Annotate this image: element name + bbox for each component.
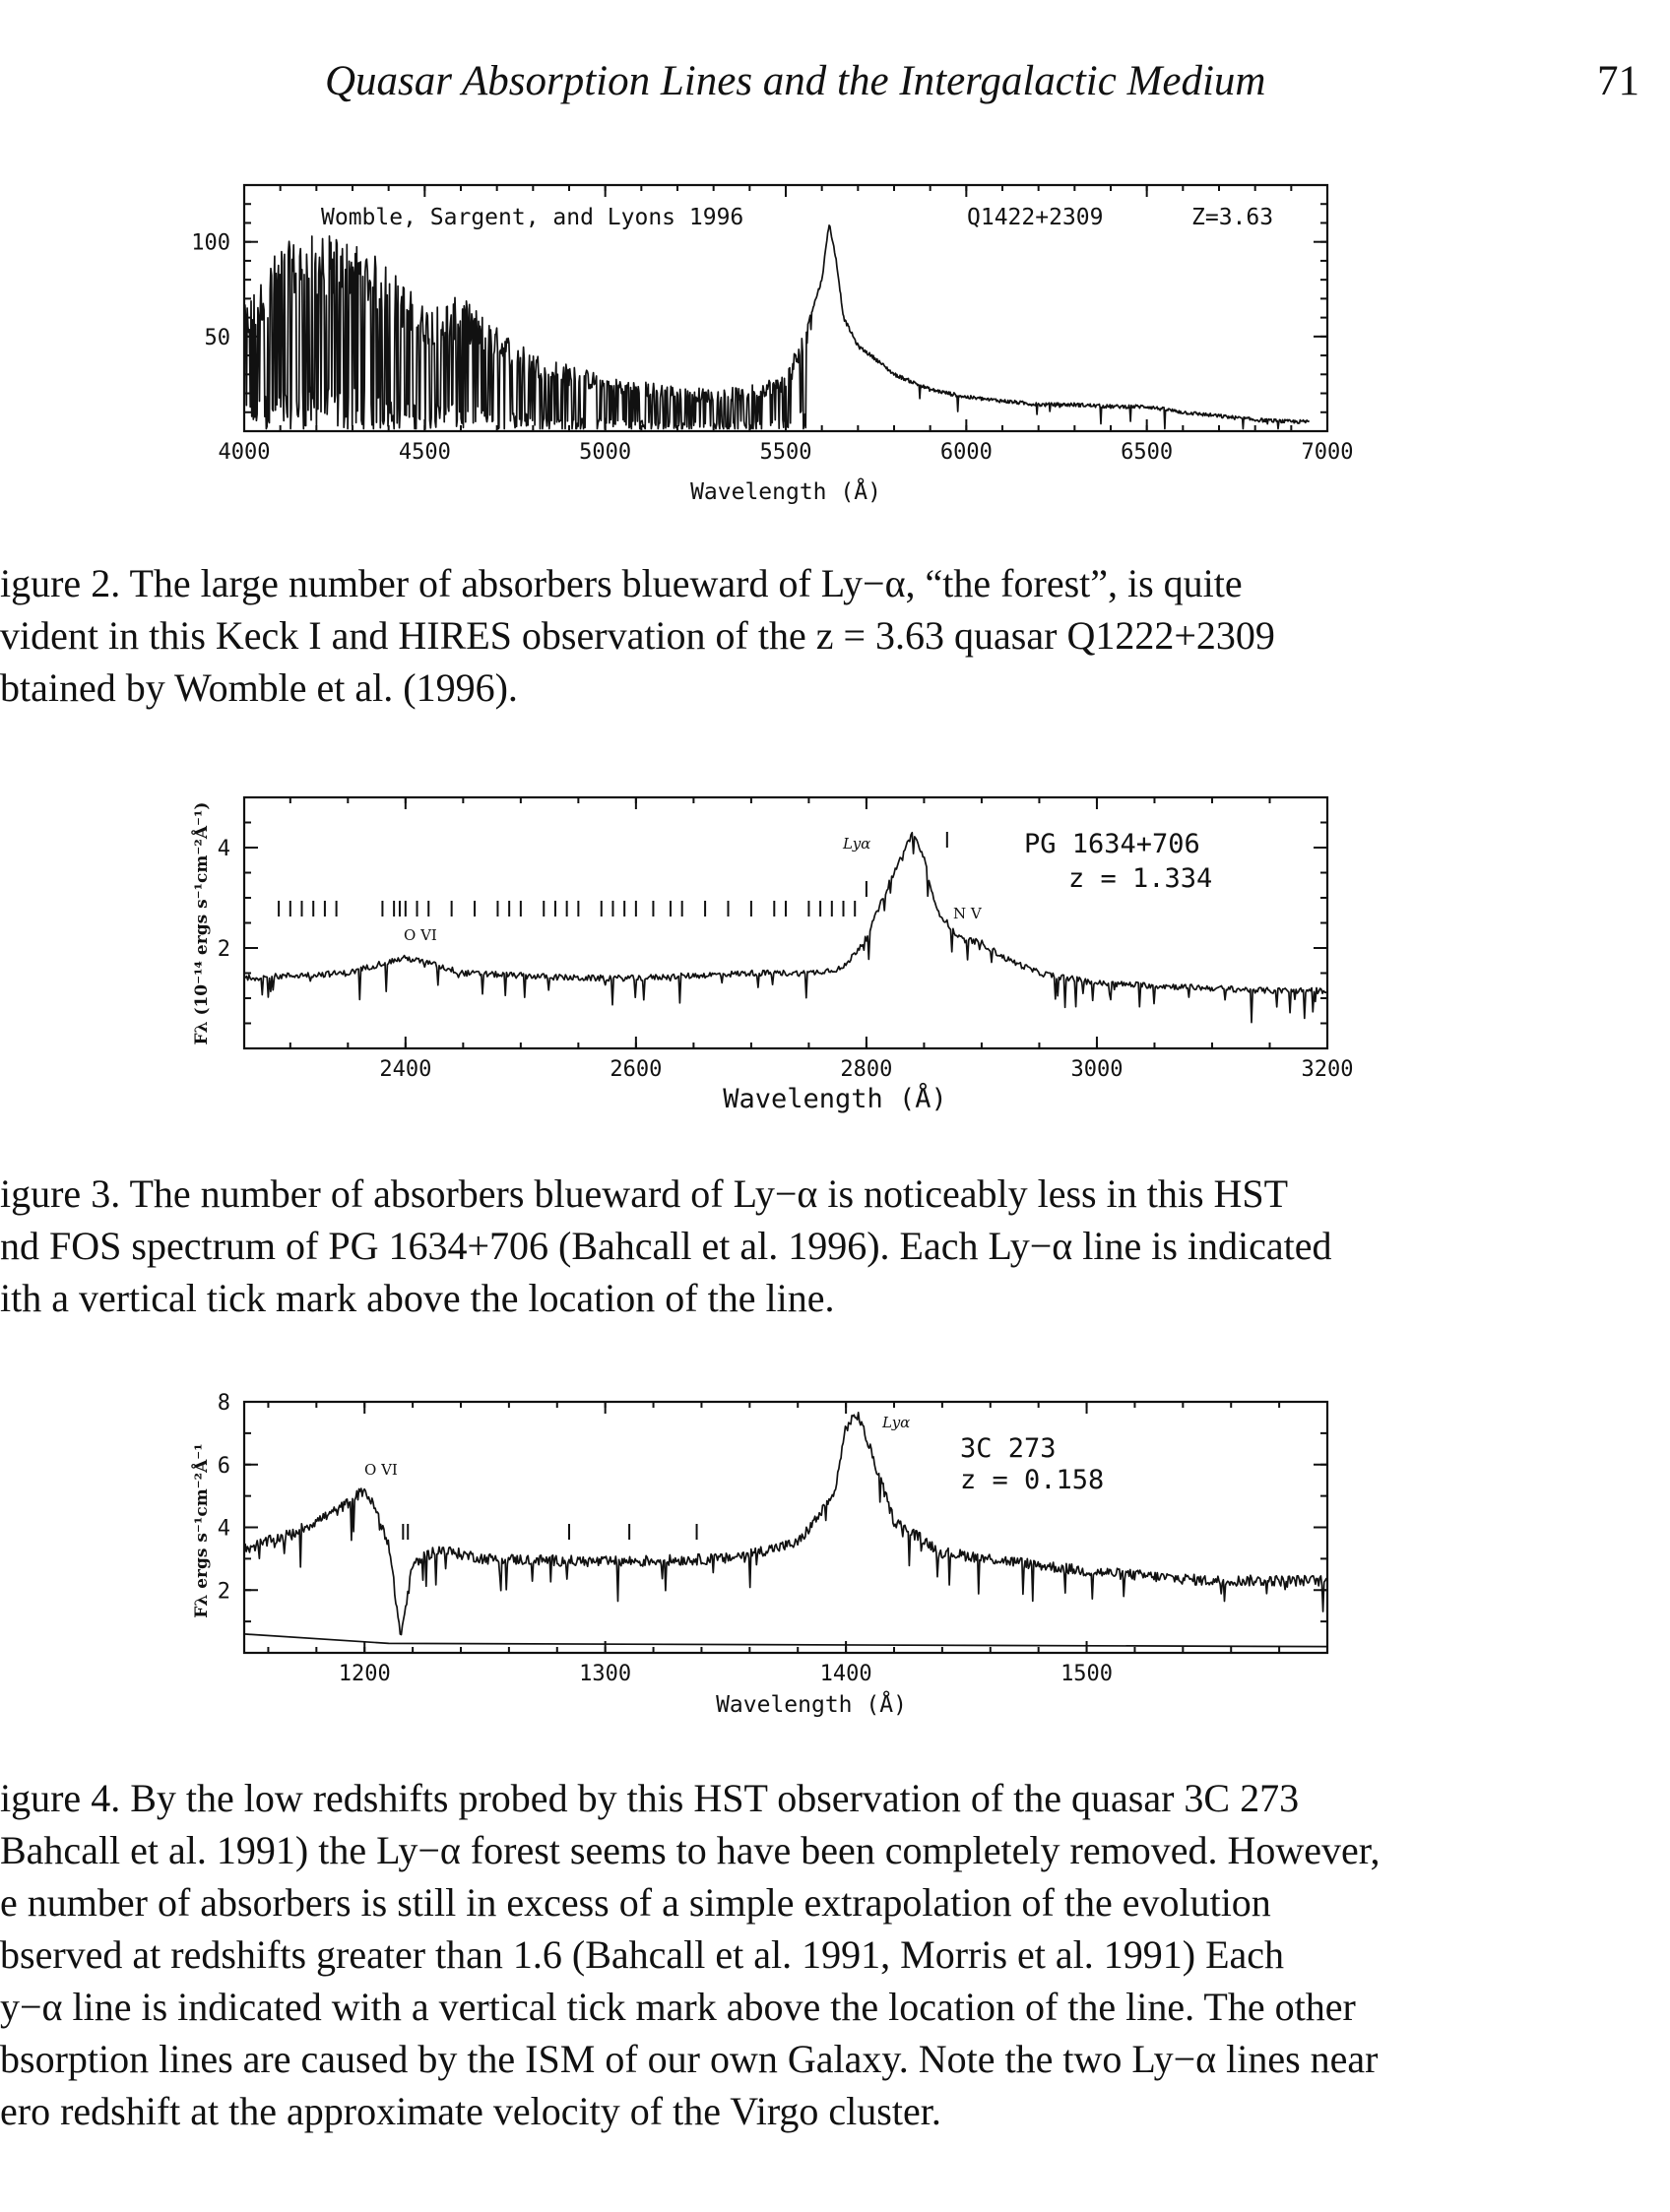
caption-line: vident in this Keck I and HIRES observation of the z = 3.63 quasar Q1222+2309 (0, 613, 1275, 658)
y-tick-label: 50 (204, 325, 230, 350)
running-head-title: Quasar Absorption Lines and the Intergalactic Medium (325, 58, 1266, 104)
figure-3-label-ovi: O VI (404, 926, 437, 944)
x-tick-label: 3200 (1301, 1057, 1354, 1082)
figure-4-lyman-alpha-tick-marks (403, 1524, 696, 1540)
figure-2-annotation-source: Womble, Sargent, and Lyons 1996 (321, 205, 744, 230)
caption-line: ero redshift at the approximate velocity of the Virgo cluster. (0, 2089, 941, 2133)
x-tick-label: 3000 (1070, 1057, 1124, 1082)
caption-line: igure 2. The large number of absorbers blueward of Ly−α, “the forest”, is quite (0, 561, 1243, 605)
caption-line: btained by Womble et al. (1996). (0, 665, 518, 710)
x-tick-label: 2400 (379, 1057, 432, 1082)
x-tick-label: 6500 (1121, 440, 1174, 465)
figure-4-label-lya: Lyα (882, 1414, 911, 1431)
caption-line: Bahcall et al. 1991) the Ly−α forest seems to have been completely removed. However, (0, 1828, 1381, 1872)
figure-4-x-axis-label: Wavelength (Å) (716, 1692, 907, 1718)
caption-line: igure 3. The number of absorbers blueward of Ly−α is noticeably less in this HST (0, 1171, 1289, 1216)
page-number: 71 (1597, 58, 1639, 104)
figure-4-y-axis-label: Fλ ergs s⁻¹cm⁻²Å⁻¹ (192, 1443, 212, 1618)
figure-4-label-ovi: O VI (364, 1461, 398, 1479)
y-tick-label: 8 (217, 1391, 230, 1416)
x-tick-label: 1400 (819, 1662, 872, 1686)
x-tick-label: 1200 (338, 1662, 391, 1686)
figure-4-annotation-redshift: z = 0.158 (960, 1465, 1105, 1495)
x-tick-label: 1300 (579, 1662, 632, 1686)
caption-line: y−α line is indicated with a vertical tick mark above the location of the line. The other (0, 1985, 1356, 2029)
x-tick-label: 1500 (1060, 1662, 1114, 1686)
figure-3-x-axis-label: Wavelength (Å) (723, 1084, 947, 1114)
x-tick-label: 5000 (579, 440, 632, 465)
figure-2-x-axis-label: Wavelength (Å) (690, 479, 881, 505)
caption-line: bsorption lines are caused by the ISM of our own Galaxy. Note the two Ly−α lines near (0, 2037, 1379, 2081)
y-tick-label: 4 (217, 837, 230, 861)
y-tick-label: 6 (217, 1453, 230, 1479)
figure-2-annotation-object: Q1422+2309 (967, 205, 1104, 230)
x-tick-label: 2600 (610, 1057, 663, 1082)
y-tick-label: 100 (191, 230, 230, 256)
x-tick-label: 4500 (398, 440, 451, 465)
caption-line: igure 4. By the low redshifts probed by this HST observation of the quasar 3C 273 (0, 1776, 1300, 1820)
caption-line: ith a vertical tick mark above the location of the line. (0, 1276, 835, 1320)
caption-line: bserved at redshifts greater than 1.6 (Bahcall et al. 1991, Morris et al. 1991) Each (0, 1932, 1285, 1977)
figure-4-error-baseline (244, 1634, 1327, 1647)
figure-3-annotation-object: PG 1634+706 (1024, 829, 1200, 859)
y-tick-label: 4 (217, 1516, 230, 1542)
y-tick-label: 2 (217, 937, 230, 962)
figure-3-y-axis-label: Fλ (10⁻¹⁴ ergs s⁻¹cm⁻²Å⁻¹) (192, 801, 212, 1045)
figure-3-annotation-redshift: z = 1.334 (1068, 863, 1213, 894)
y-tick-label: 2 (217, 1579, 230, 1605)
x-tick-label: 5500 (759, 440, 812, 465)
x-tick-label: 7000 (1301, 440, 1354, 465)
figure-4-caption (0, 1772, 1556, 2137)
figure-3-label-nv: N V (953, 905, 982, 922)
x-tick-label: 6000 (939, 440, 993, 465)
x-tick-label: 4000 (218, 440, 271, 465)
figure-4-annotation-object: 3C 273 (960, 1433, 1057, 1464)
figure-2-annotation-redshift: Z=3.63 (1191, 205, 1274, 230)
caption-line: e number of absorbers is still in excess of a simple extrapolation of the evolution (0, 1880, 1271, 1925)
x-tick-label: 2800 (840, 1057, 893, 1082)
caption-line: nd FOS spectrum of PG 1634+706 (Bahcall et al. 1996). Each Ly−α line is indicated (0, 1224, 1332, 1268)
figure-3-label-lya: Lyα (843, 835, 871, 853)
figure-4-axes-frame (244, 1402, 1327, 1653)
figure-4-spectrum-line (244, 1413, 1327, 1635)
